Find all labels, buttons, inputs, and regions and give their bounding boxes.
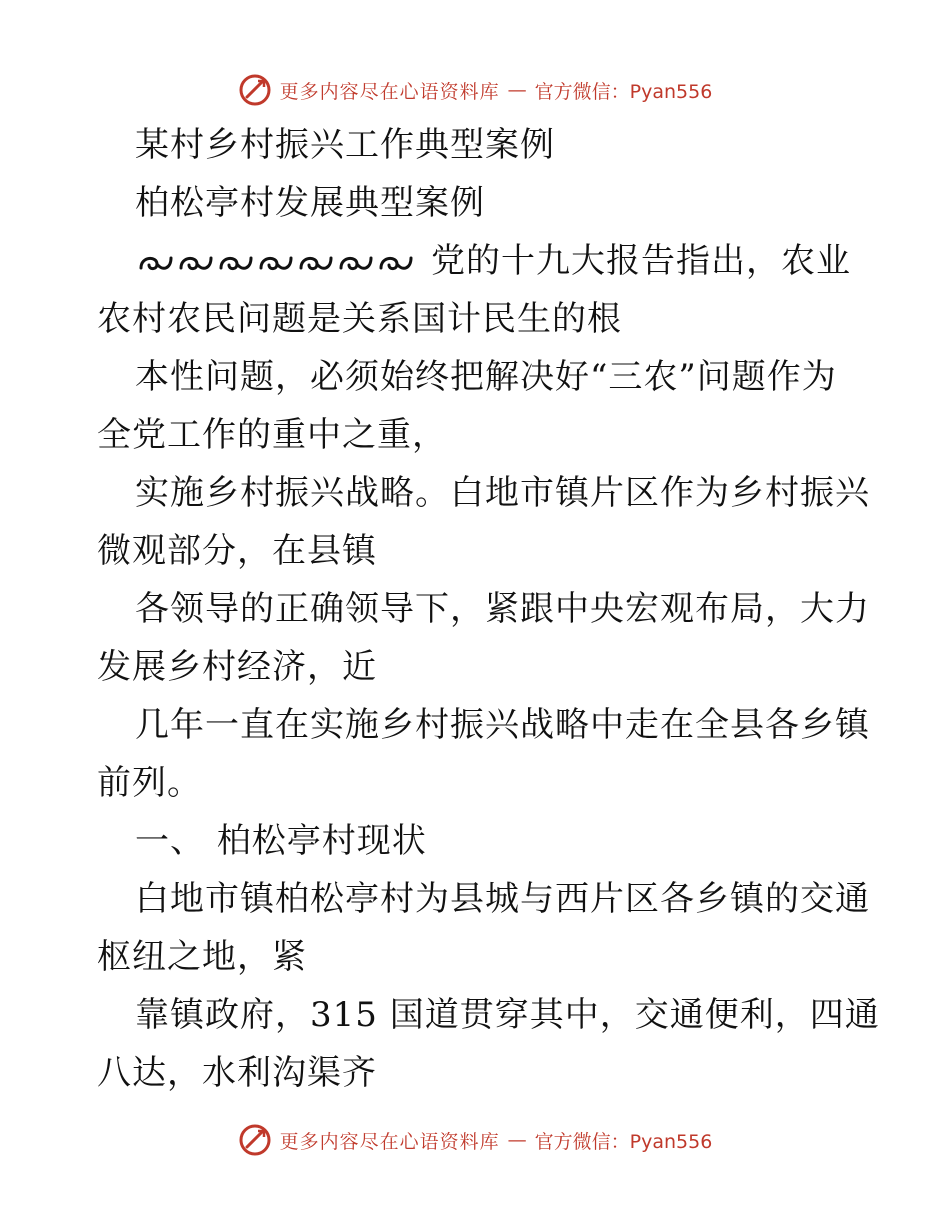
brand-logo-icon xyxy=(238,73,272,107)
document-subtitle: 柏松亭村发展典型案例 xyxy=(135,183,485,223)
watermark-separator: — xyxy=(507,1129,527,1151)
paragraph-line: 白地市镇柏松亭村为县城与西片区各乡镇的交通 xyxy=(135,879,870,919)
watermark-wechat: 官方微信：Pyan556 xyxy=(534,1130,713,1153)
header-watermark xyxy=(0,70,950,110)
paragraph-line: 本性问题，必须始终把解决好“三农”问题作为 xyxy=(135,357,837,397)
paragraph-line: 前列。 xyxy=(97,763,202,803)
paragraph-line: 实施乡村振兴战略。白地市镇片区作为乡村振兴 xyxy=(135,473,870,513)
watermark-wechat: 官方微信：Pyan556 xyxy=(534,80,713,103)
document-title: 某村乡村振兴工作典型案例 xyxy=(135,125,555,165)
paragraph-line xyxy=(97,232,857,290)
section-heading: 一、 柏松亭村现状 xyxy=(135,821,427,861)
paragraph-text: 党的十九大报告指出，农业 xyxy=(431,241,851,281)
paragraph-line: 枢纽之地，紧 xyxy=(97,937,307,977)
paragraph-line: 农村农民问题是关系国计民生的根 xyxy=(97,299,622,339)
paragraph-line: 微观部分，在县镇 xyxy=(97,531,377,571)
paragraph-line: 全党工作的重中之重， xyxy=(97,415,447,455)
paragraph-line: 八达，水利沟渠齐 xyxy=(97,1053,377,1093)
paragraph-line: 各领导的正确领导下，紧跟中央宏观布局，大力 xyxy=(135,589,870,629)
footer-watermark xyxy=(0,1120,950,1160)
document-body xyxy=(97,116,880,1102)
paragraph-line: 几年一直在实施乡村振兴战略中走在全县各乡镇 xyxy=(135,705,870,745)
watermark-text: 更多内容尽在心语资料库 xyxy=(279,1130,500,1153)
paragraph-line: 发展乡村经济，近 xyxy=(97,647,377,687)
ornament-icon xyxy=(135,248,417,278)
brand-logo-icon xyxy=(238,1123,272,1157)
paragraph-line: 靠镇政府，315 国道贯穿其中，交通便利，四通 xyxy=(135,995,880,1035)
watermark-text: 更多内容尽在心语资料库 xyxy=(279,80,500,103)
watermark-separator: — xyxy=(507,79,527,101)
